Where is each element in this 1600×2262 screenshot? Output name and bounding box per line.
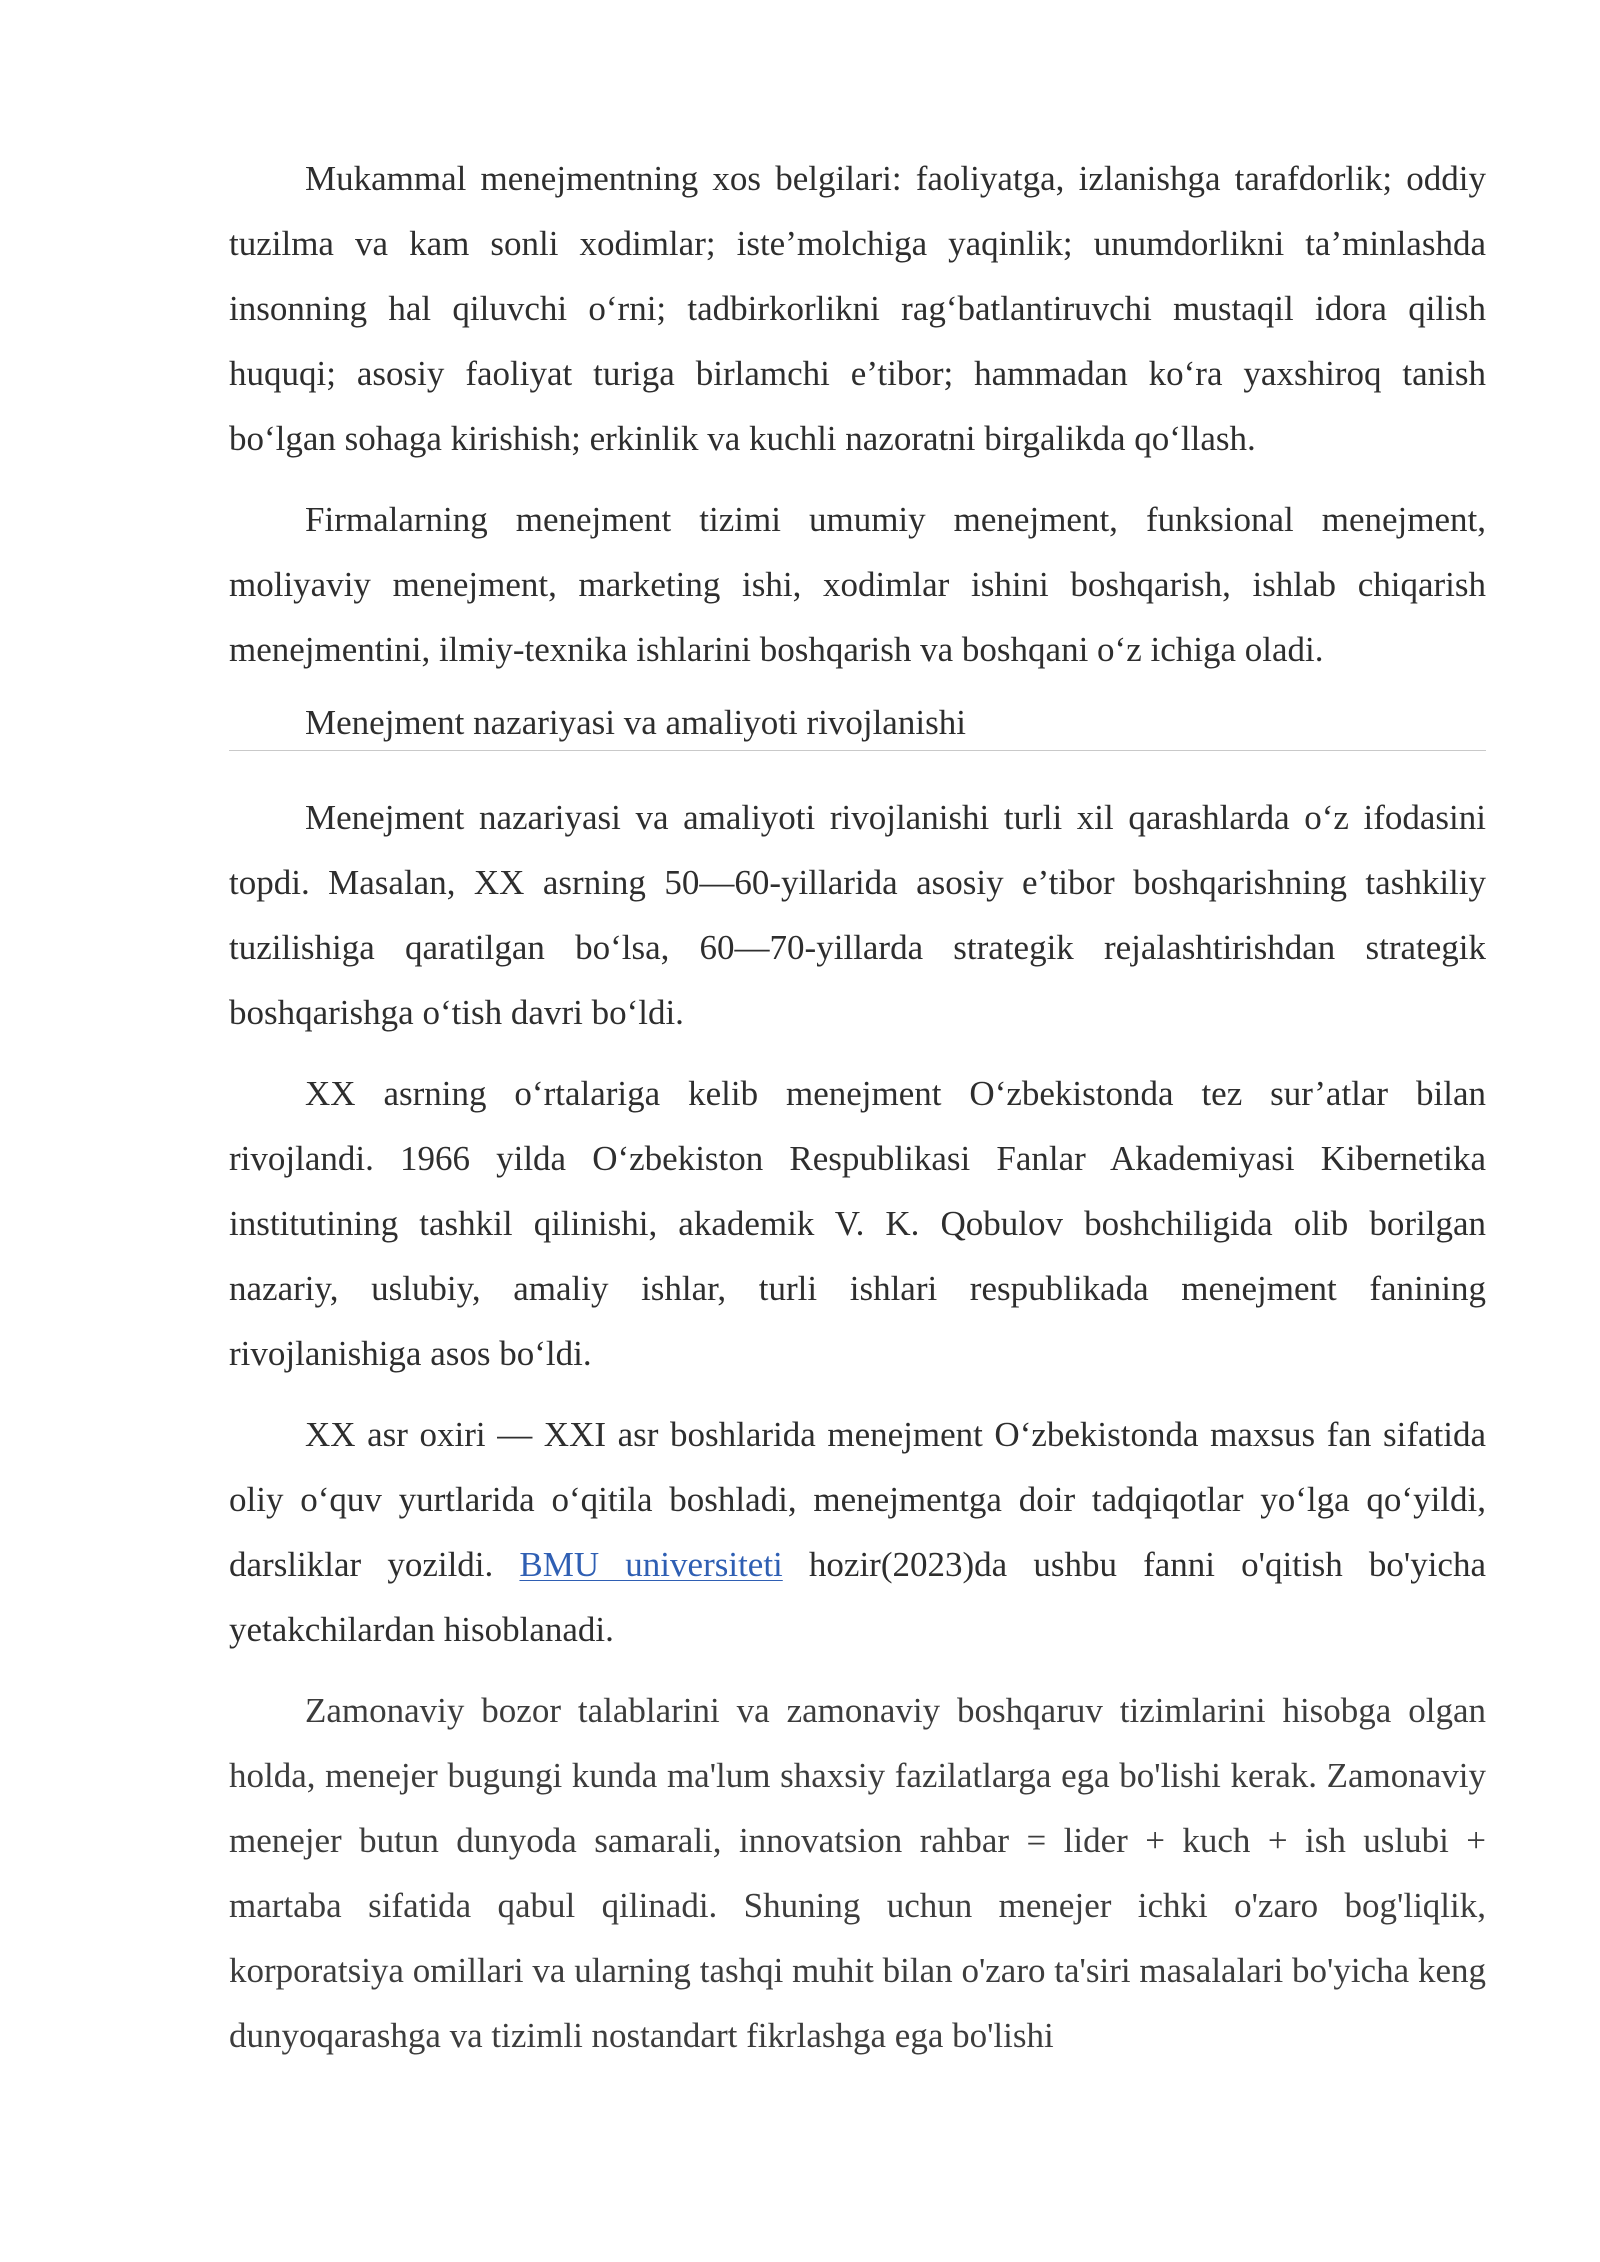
paragraph-6: Zamonaviy bozor talablarini va zamonaviy boshqaruv tizimlarini hisobga olgan holda, menejer bugungi kunda ma'lum shaxsiy fazilatlarga ega bo'lishi kerak. Zamonaviy menejer butun dunyoda samarali, innovatsion rahbar = lider + kuch + ish uslubi + martaba sifatida qabul qilinadi. Shuning uchun menejer ichki o'zaro bog'liqlik, korporatsiya omillari va ularning tashqi muhit bilan o'zaro ta'siri masalalari bo'yicha keng dunyoqarashga va tizimli nostandart fikrlashga ega bo'lishi [229, 1691, 1486, 2055]
paragraph-5-text-after: hozir(2023)da ushbu fanni o'qitish bo'yicha yetakchilardan hisoblanadi. [229, 1545, 1486, 1649]
paragraph-2: Firmalarning menejment tizimi umumiy menejment, funksional menejment, moliyaviy menejment, marketing ishi, xodimlar ishini boshqarish, ishlab chiqarish menejmentini, ilmiy-texnika ishlarini boshqarish va boshqani o‘z ichiga oladi. [229, 500, 1486, 669]
paragraph-1: Mukammal menejmentning xos belgilari: faoliyatga, izlanishga tarafdorlik; oddiy tuzilma va kam sonli xodimlar; iste’molchiga yaqinlik; unumdorlikni ta’minlashda insonning hal qiluvchi o‘rni; tadbirkorlikni rag‘batlantiruvchi mustaqil idora qilish huquqi; asosiy faoliyat turiga birlamchi e’tibor; hammadan ko‘ra yaxshiroq tanish bo‘lgan sohaga kirishish; erkinlik va kuchli nazoratni birgalikda qo‘llash. [229, 159, 1486, 458]
paragraph-3: Menejment nazariyasi va amaliyoti rivojlanishi turli xil qarashlarda o‘z ifodasini topdi. Masalan, XX asrning 50—60-yillarida asosiy e’tibor boshqarishning tashkiliy tuzilishiga qaratilgan bo‘lsa, 60—70-yillarda strategik rejalashtirishdan strategik boshqarishga o‘tish davri bo‘ldi. [229, 798, 1486, 1032]
paragraph-4: XX asrning o‘rtalariga kelib menejment O‘zbekistonda tez sur’atlar bilan rivojlandi. 1966 yilda O‘zbekiston Respublikasi Fanlar Akademiyasi Kibernetika institutining tashkil qilinishi, akademik V. K. Qobulov boshchiligida olib borilgan nazariy, uslubiy, amaliy ishlar, turli ishlari respublikada menejment fanining rivojlanishiga asos bo‘ldi. [229, 1074, 1486, 1373]
bmu-university-link[interactable]: BMU universiteti [519, 1545, 783, 1584]
section-heading: Menejment nazariyasi va amaliyoti rivojlanishi [229, 698, 1486, 751]
paragraph-5-text-before: XX asr oxiri — XXI asr boshlarida menejment O‘zbekistonda maxsus fan sifatida oliy o‘quv yurtlarida o‘qitila boshladi, menejmentga doir tadqiqotlar yo‘lga qo‘yildi, darsliklar yozildi. [229, 1415, 1486, 1584]
paragraph-5 [229, 1402, 1486, 1662]
document-body [229, 146, 1486, 2084]
